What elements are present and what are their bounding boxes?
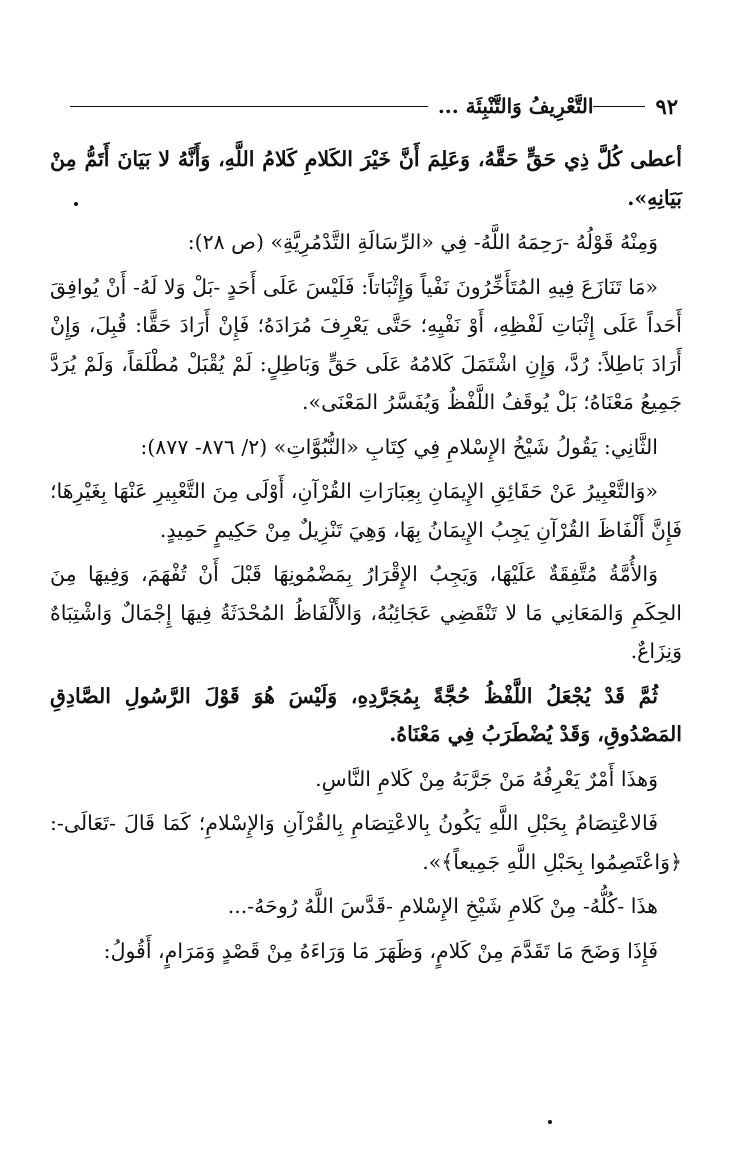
paragraph-conclusion: فَإِذَا وَضَحَ مَا تَقَدَّمَ مِنْ كَلامٍ، وَظَهَرَ مَا وَرَاءَهُ مِنْ قَصْدٍ وَمَرَامٍ، أَقُولُ: <box>103 938 658 963</box>
ink-speck <box>548 1120 552 1124</box>
ink-speck <box>74 202 78 206</box>
paragraph-quote: وَالأُمَّةُ مُتَّفِقَةٌ عَلَيْهَا، وَيَجِبُ الإِقْرَارُ بِمَضْمُونِهَا قَبْلَ أَنْ تُفْهَمَ، وَفِيهَا مِنَ الحِكَمِ وَالمَعَانِي مَا لا تَنْقَضِي عَجَائِبُهُ، وَالأَلْفَاظُ المُحْدَثَةُ فِيهَا إِجْمَالٌ وَاشْتِبَاهٌ وَنِزَاعٌ. <box>50 562 682 663</box>
header-rule-left <box>70 106 428 107</box>
header-rule-right <box>593 106 645 107</box>
page-number: ٩٢ <box>655 93 678 119</box>
paragraph-source-intro: وَمِنْهُ قَوْلُهُ -رَحِمَهُ اللَّهُ- فِي «الرِّسَالَةِ التَّدْمُرِيَّةِ» (ص ٢٨): <box>187 230 658 254</box>
running-title: التَّعْرِيفُ وَالتَّنْبِئَة ... <box>437 94 594 118</box>
page-body <box>50 140 682 976</box>
paragraph-quote: ثُمَّ قَدْ يُجْعَلُ اللَّفْظُ حُجَّةً بِمُجَرَّدِهِ، وَلَيْسَ هُوَ قَوْلَ الرَّسُولِ الصَّادِقِ المَصْدُوقِ، وَقَدْ يُضْطَرَبُ فِي مَعْنَاهُ. <box>50 683 682 746</box>
paragraph-quote: فَالاعْتِصَامُ بِحَبْلِ اللَّهِ يَكُونُ بِالاعْتِصَامِ بِالقُرْآنِ وَالإِسْلامِ؛ كَمَا قَالَ -تَعَالَى-: ﴿وَاعْتَصِمُوا بِحَبْلِ اللَّهِ جَمِيعاً﴾». <box>50 811 682 874</box>
paragraph-quote: «مَا تَنَازَعَ فِيهِ المُتَأَخِّرُونَ نَفْياً وَإِثْبَاتاً: فَلَيْسَ عَلَى أَحَدٍ -بَلْ وَلا لَهُ- أَنْ يُوافِقَ أَحَداً عَلَى إِثْبَاتِ لَفْظِهِ، أَوْ نَفْيِهِ؛ حَتَّى يَعْرِفَ مُرَادَهُ؛ فَإِنْ أَرَادَ حَقًّا: قُبِلَ، وَإِنْ أَرَادَ بَاطِلاً: رُدَّ، وَإِنِ اشْتَمَلَ كَلامُهُ عَلَى حَقٍّ وَبَاطِلٍ: لَمْ يُقْبَلْ مُطْلَقاً، وَلَمْ يُرَدَّ جَمِيعُ مَعْنَاهُ؛ بَلْ يُوقَفُ اللَّفْظُ وَيُفَسَّرُ المَعْنَى». <box>50 274 682 414</box>
paragraph-quote-end: أعطى كُلَّ ذِي حَقٍّ حَقَّهُ، وَعَلِمَ أَنَّ خَيْرَ الكَلامِ كَلامُ اللَّهِ، وَأَنَّهُ لا بَيَانَ أَتَمُّ مِنْ بَيَانِهِ». <box>50 147 682 210</box>
paragraph-quote: وَهذَا أَمْرٌ يَعْرِفُهُ مَنْ جَرَّبَهُ مِنْ كَلامِ النَّاسِ. <box>315 766 658 791</box>
running-header <box>60 86 678 126</box>
paragraph-quote: «وَالتَّعْبِيرُ عَنْ حَقَائِقِ الإِيمَانِ بِعِبَارَاتِ القُرْآنِ، أَوْلَى مِنَ التَّعْبِيرِ عَنْهَا بِغَيْرِهَا؛ فَإِنَّ أَلْفَاظَ القُرْآنِ يَجِبُ الإِيمَانُ بِهَا، وَهِيَ تَنْزِيلٌ مِنْ حَكِيمٍ حَمِيدٍ. <box>50 479 682 542</box>
paragraph-attribution: هذَا -كُلُّهُ- مِنْ كَلامِ شَيْخِ الإِسْلامِ -قَدَّسَ اللَّهُ رُوحَهُ-... <box>227 894 658 918</box>
paragraph-second-intro: الثَّانِي: يَقُولُ شَيْخُ الإِسْلامِ فِي كِتَابِ «النُّبُوَّاتِ» (٢/ ٨٧٦- ٨٧٧): <box>140 434 658 459</box>
